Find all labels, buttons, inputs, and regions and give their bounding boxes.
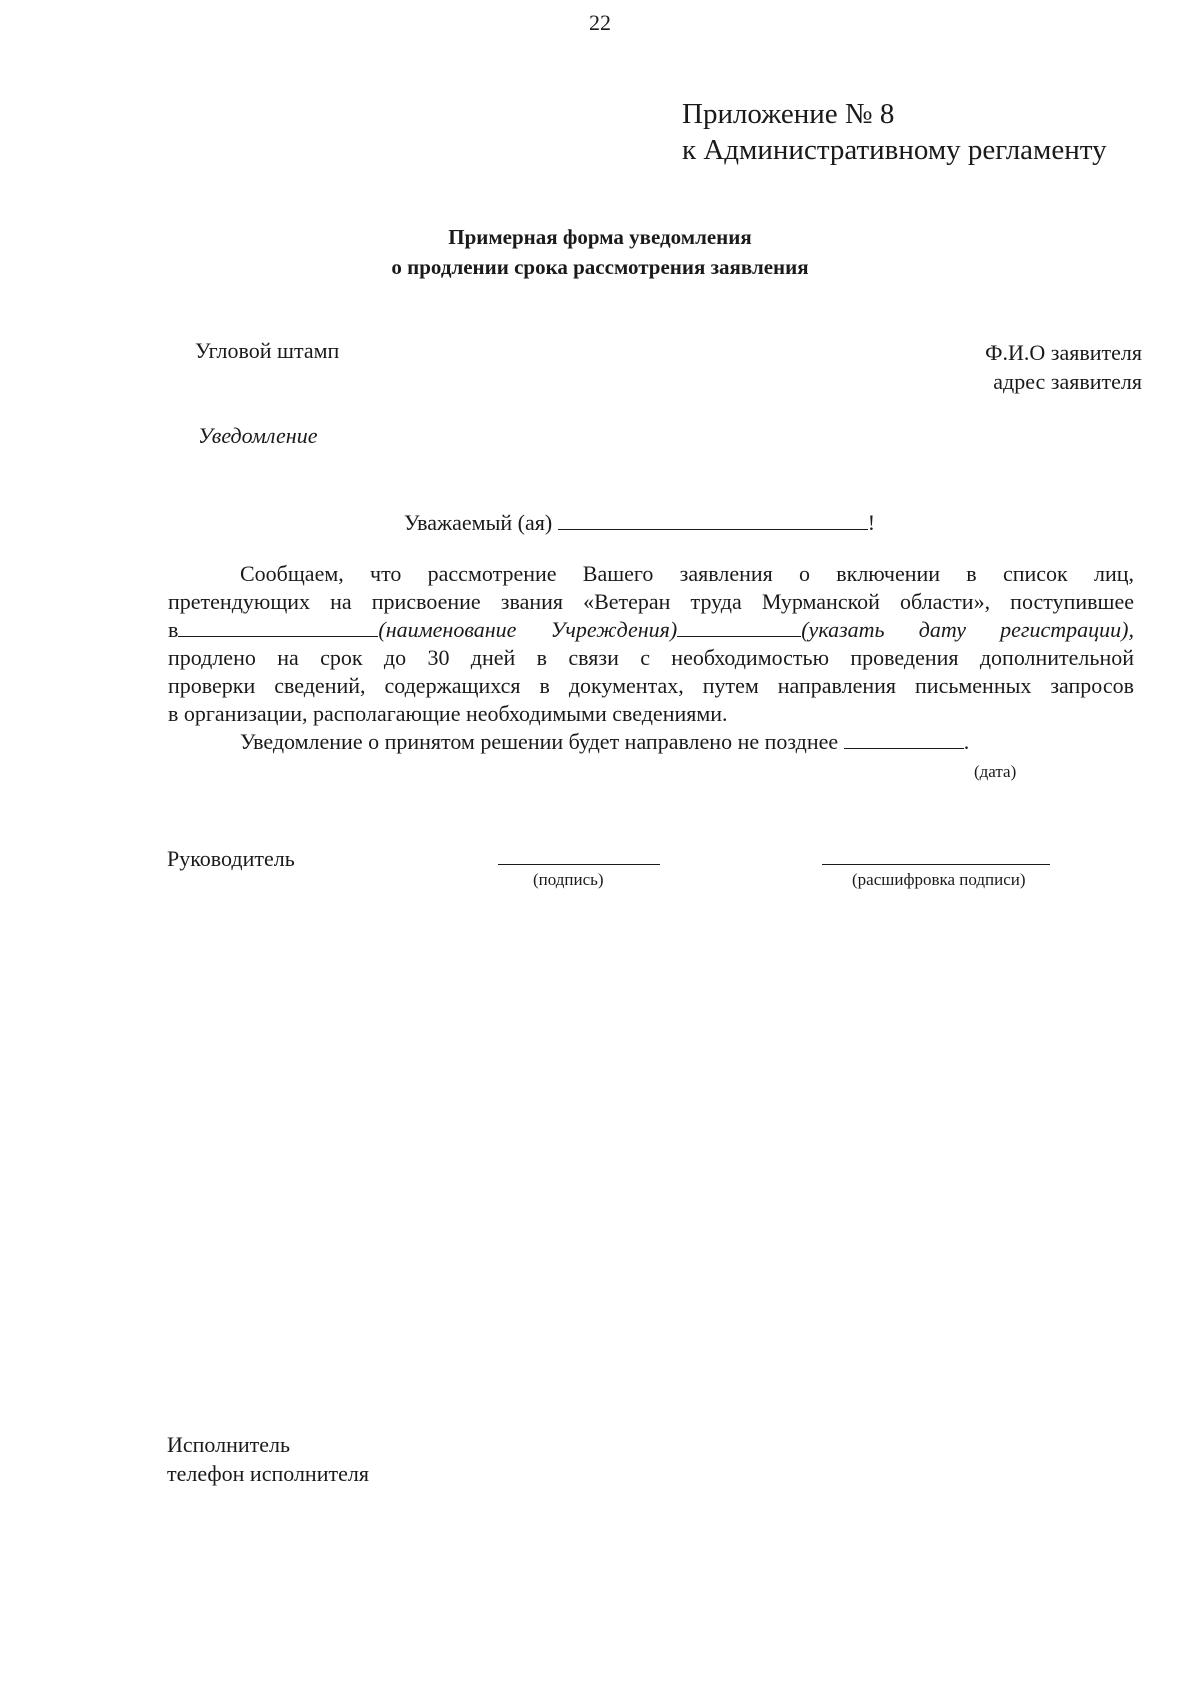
executor-label: Исполнитель: [167, 1432, 291, 1457]
body-line-6: в организации, располагающие необходимыми сведениями.: [168, 701, 728, 726]
signature-decode-caption: (расшифровка подписи): [852, 870, 1026, 889]
page-number: 22: [589, 10, 611, 35]
salutation-text: Уважаемый (ая): [404, 510, 553, 535]
salutation-end: !: [867, 510, 876, 535]
recipient-name-blank: [558, 509, 868, 530]
executor-phone-label: телефон исполнителя: [167, 1461, 369, 1486]
body-line-3-prefix: в: [168, 617, 179, 642]
corner-stamp-label: Угловой штамп: [195, 338, 340, 363]
body-line-5: проверки сведений, содержащихся в документах, путем направления письменных запросов: [168, 673, 1134, 698]
body-line-4: продлено на срок до 30 дней в связи с необходимостью проведения дополнительной: [168, 645, 1134, 670]
decision-line: [168, 728, 1134, 756]
date-caption: (дата): [974, 762, 1017, 781]
signature-decode-line: [822, 864, 1050, 865]
decision-text: Уведомление о принятом решении будет направлено не позднее: [240, 729, 839, 754]
body-line-2: претендующих на присвоение звания «Ветеран труда Мурманской области», поступившее: [168, 589, 1134, 614]
body-line-1: Сообщаем, что рассмотрение Вашего заявления о включении в список лиц,: [240, 561, 1134, 586]
decision-end: .: [963, 729, 970, 754]
institution-blank: [178, 616, 378, 637]
head-label: Руководитель: [167, 846, 295, 871]
signature-caption: (подпись): [533, 870, 604, 889]
body-line-3: [168, 616, 1134, 644]
decision-date-blank: [844, 728, 964, 749]
applicant-address-label: адрес заявителя: [993, 369, 1142, 394]
institution-hint: (наименование Учреждения): [378, 617, 678, 642]
registration-date-hint: (указать дату регистрации),: [801, 617, 1134, 642]
form-title-line-2: о продлении срока рассмотрения заявления: [391, 255, 809, 279]
signature-line: [498, 864, 660, 865]
recipient-block: [985, 338, 1142, 396]
executor-block: [167, 1430, 369, 1488]
applicant-name-label: Ф.И.О заявителя: [985, 340, 1142, 365]
notice-label: Уведомление: [198, 423, 318, 448]
annex-reference: к Административному регламенту: [682, 134, 1107, 166]
form-title: [0, 222, 1200, 282]
notice-body: [168, 560, 1134, 756]
form-title-line-1: Примерная форма уведомления: [448, 225, 752, 249]
salutation: [404, 509, 875, 536]
annex-number: Приложение № 8: [682, 98, 895, 130]
annex-heading: [682, 96, 1107, 168]
registration-date-blank: [677, 616, 801, 637]
